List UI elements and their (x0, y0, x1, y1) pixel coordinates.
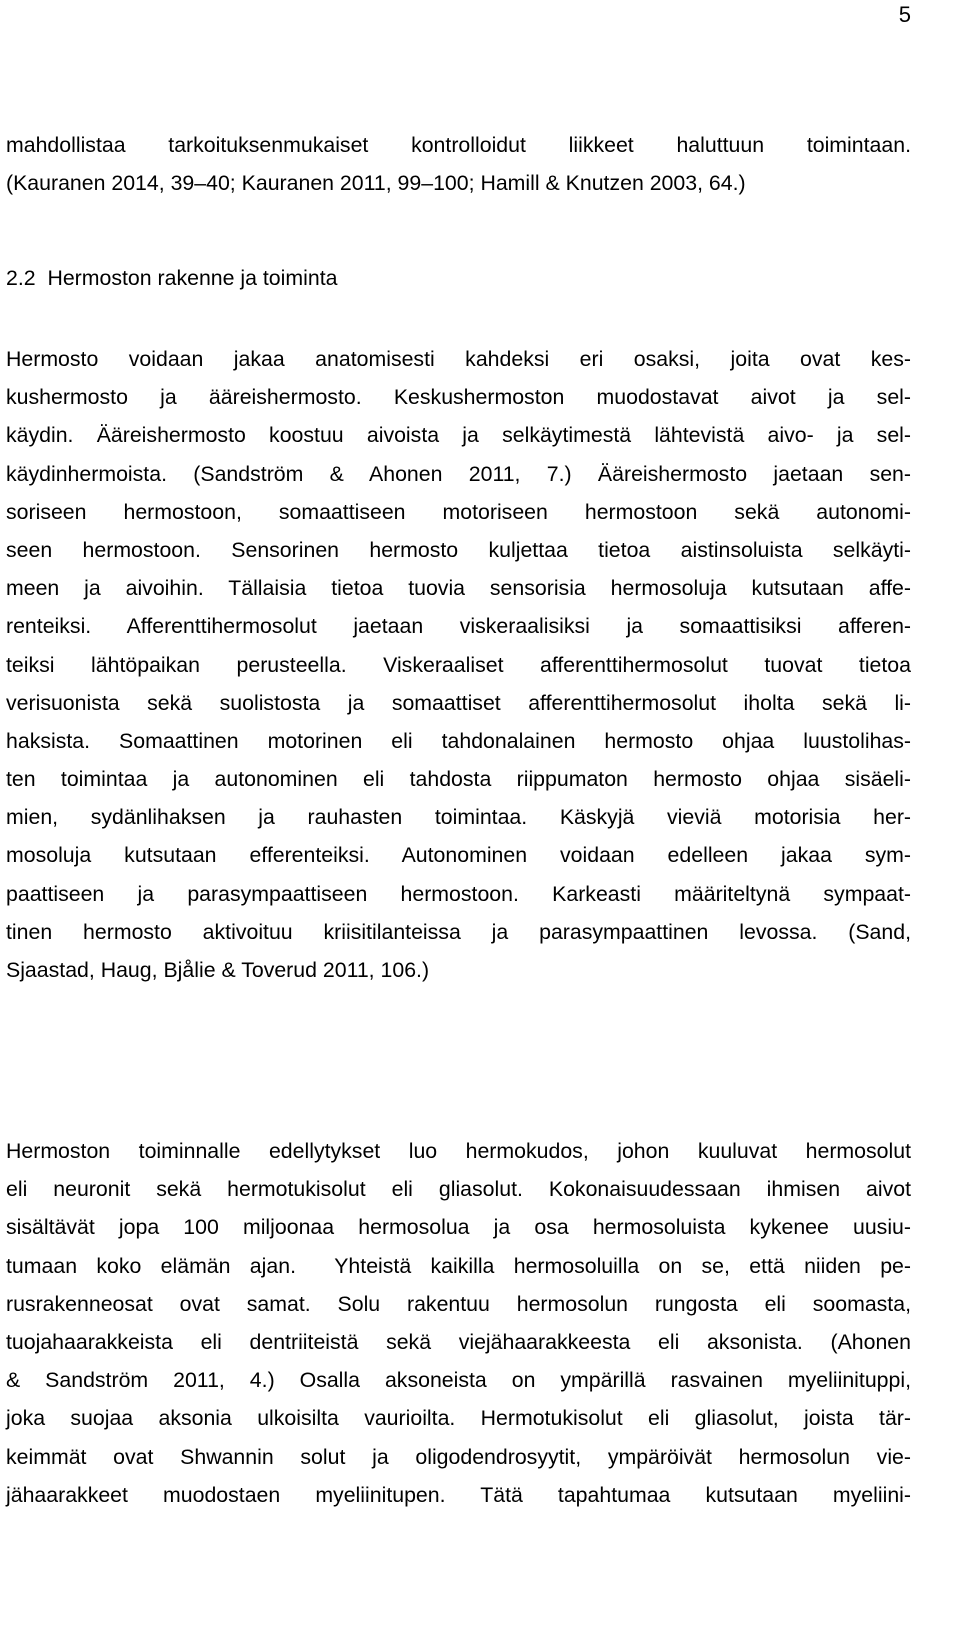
section-heading-text: 2.2 Hermoston rakenne ja toiminta (6, 266, 338, 290)
text-line: tinen hermosto aktivoituu kriisitilanteissa ja parasympaattinen levossa. (Sand, (6, 919, 911, 944)
text-line: Hermoston toiminnalle edellytykset luo hermokudos, johon kuuluvat hermosolut (6, 1139, 911, 1163)
body-paragraph-1 (6, 340, 911, 989)
text-line: & Sandström 2011, 4.) Osalla aksoneista on ympärillä rasvainen myeliinituppi, (6, 1368, 911, 1393)
page-number: 5 (898, 2, 911, 27)
intro-paragraph (6, 126, 911, 202)
text-line: tumaan koko elämän ajan. Yhteistä kaikilla hermosoluilla on se, että niiden pe- (6, 1253, 911, 1278)
text-line: keimmät ovat Shwannin solut ja oligodendrosyytit, ympäröivät hermosolun vie- (6, 1444, 911, 1469)
text-line: käydin. Ääreishermosto koostuu aivoista ja selkäytimestä lähtevistä aivo- ja sel- (6, 423, 911, 448)
text-line: ten toimintaa ja autonominen eli tahdosta riippumaton hermosto ohjaa sisäeli- (6, 767, 911, 792)
text-line: rusrakenneosat ovat samat. Solu rakentuu hermosolun rungosta eli soomasta, (6, 1291, 911, 1316)
text-line: teiksi lähtöpaikan perusteella. Viskeraaliset afferenttihermosolut tuovat tietoa (6, 652, 911, 677)
text-line: haksista. Somaattinen motorinen eli tahdonalainen hermosto ohjaa luustolihas- (6, 728, 911, 753)
body-paragraph-2 (6, 1132, 911, 1514)
text-line: seen hermostoon. Sensorinen hermosto kuljettaa tietoa aistinsoluista selkäyti- (6, 537, 911, 562)
text-line: soriseen hermostoon, somaattiseen motoriseen hermostoon sekä autonomi- (6, 499, 911, 524)
section-heading (6, 259, 911, 297)
text-line: joka suojaa aksonia ulkoisilta vaurioilta. Hermotukisolut eli gliasolut, joista tär- (6, 1406, 911, 1431)
text-line: renteiksi. Afferenttihermosolut jaetaan viskeraalisiksi ja somaattisiksi afferen- (6, 614, 911, 639)
text-line: Sjaastad, Haug, Bjålie & Toverud 2011, 106.) (6, 958, 430, 982)
text-line: eli neuronit sekä hermotukisolut eli gliasolut. Kokonaisuudessaan ihmisen aivot (6, 1177, 911, 1202)
text-line: mosoluja kutsutaan efferenteiksi. Autonominen voidaan edelleen jakaa sym- (6, 843, 911, 868)
text-line: jähaarakkeet muodostaen myeliinitupen. Tätä tapahtumaa kutsutaan myeliini- (6, 1482, 911, 1507)
text-line: verisuonista sekä suolistosta ja somaattiset afferenttihermosolut iholta sekä li- (6, 690, 911, 715)
text-line: (Kauranen 2014, 39–40; Kauranen 2011, 99–100; Hamill & Knutzen 2003, 64.) (6, 171, 746, 196)
text-line: Hermosto voidaan jakaa anatomisesti kahdeksi eri osaksi, joita ovat kes- (6, 347, 911, 371)
text-line: mien, sydänlihaksen ja rauhasten toimintaa. Käskyjä vieviä motorisia her- (6, 805, 911, 830)
text-line: käydinhermoista. (Sandström & Ahonen 2011, 7.) Ääreishermosto jaetaan sen- (6, 461, 911, 486)
text-line: kushermosto ja ääreishermosto. Keskushermoston muodostavat aivot ja sel- (6, 385, 911, 410)
text-line: meen ja aivoihin. Tällaisia tietoa tuovia sensorisia hermosoluja kutsutaan affe- (6, 576, 911, 601)
text-line: sisältävät jopa 100 miljoonaa hermosolua ja osa hermosoluista kykenee uusiu- (6, 1215, 911, 1240)
text-line: tuojahaarakkeista eli dentriiteistä sekä viejähaarakkeesta eli aksonista. (Ahonen (6, 1329, 911, 1354)
text-line: paattiseen ja parasympaattiseen hermostoon. Karkeasti määriteltynä sympaat- (6, 881, 911, 906)
text-line: mahdollistaa tarkoituksenmukaiset kontrolloidut liikkeet haluttuun toimintaan. (6, 133, 911, 157)
